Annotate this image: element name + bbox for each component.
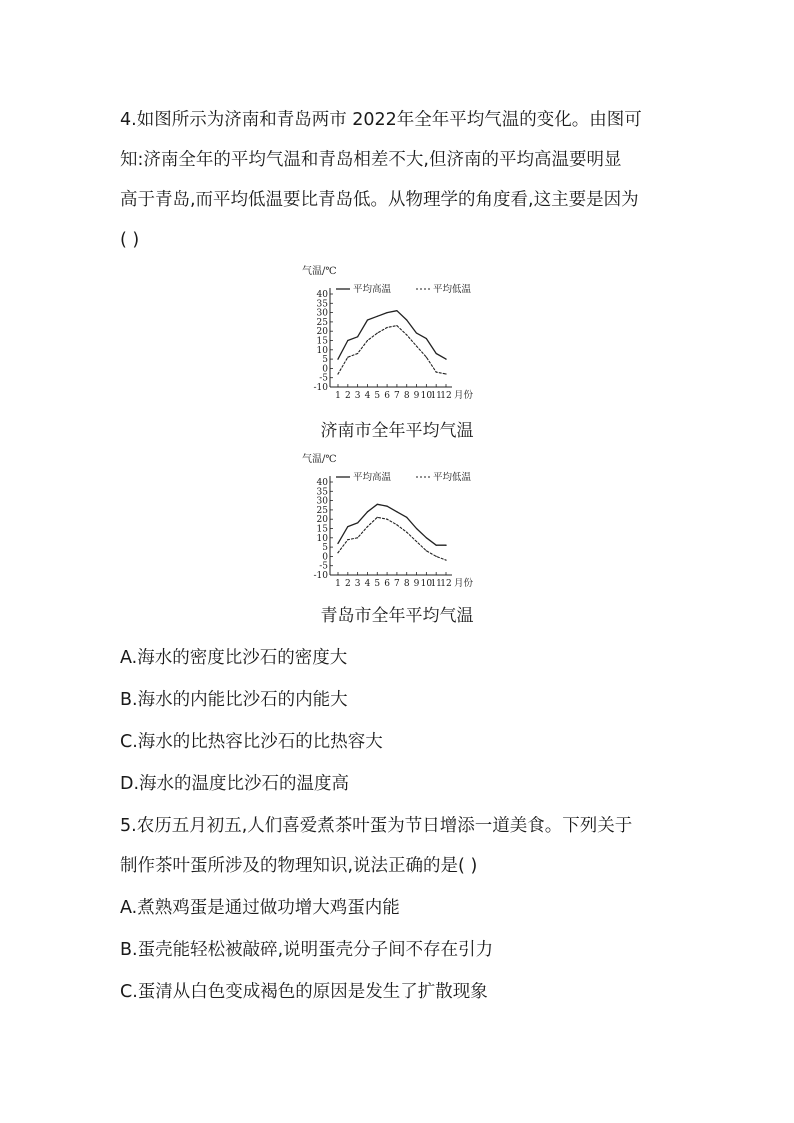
q4-stem-line-4: ( ) xyxy=(120,230,140,250)
y-tick-label: 5 xyxy=(322,543,328,554)
q4-stem-line-1: 4.如图所示为济南和青岛两市 2022年全年平均气温的变化。由图可 xyxy=(120,110,642,130)
y-tick-label: 15 xyxy=(316,524,328,535)
data-point xyxy=(386,506,387,507)
data-point xyxy=(377,316,378,317)
data-point xyxy=(406,319,407,320)
x-axis-label: 月份 xyxy=(454,578,474,589)
x-tick-label: 7 xyxy=(394,391,400,401)
data-point xyxy=(445,560,446,561)
y-tick-label: 35 xyxy=(316,487,328,498)
x-tick-label: 5 xyxy=(374,391,381,401)
data-point xyxy=(396,325,397,326)
data-point xyxy=(357,537,358,538)
data-point xyxy=(386,312,387,313)
data-point xyxy=(347,357,348,358)
y-tick-label: -10 xyxy=(313,383,328,393)
y-tick-label: -5 xyxy=(319,373,328,384)
y-tick-label: 25 xyxy=(316,317,328,328)
data-point xyxy=(396,511,397,512)
q5-option-c: C.蛋清从白色变成褐色的原因是发生了扩散现象 xyxy=(120,982,488,1002)
data-point xyxy=(386,519,387,520)
jinan-temperature-chart xyxy=(300,262,490,407)
y-tick-label: 30 xyxy=(316,308,328,319)
data-point xyxy=(416,345,417,346)
y-tick-label: 0 xyxy=(322,552,328,563)
data-point xyxy=(416,332,417,333)
x-tick-label: 12 xyxy=(440,579,452,589)
y-tick-label: 40 xyxy=(316,478,328,488)
series-line-high xyxy=(338,311,446,359)
x-tick-label: 8 xyxy=(403,579,410,589)
data-point xyxy=(396,524,397,525)
data-point xyxy=(445,545,446,546)
x-tick-label: 2 xyxy=(344,391,351,401)
data-point xyxy=(445,373,446,374)
q4-stem-line-3: 高于青岛,而平均低温要比青岛低。从物理学的角度看,这主要是因为 xyxy=(120,190,639,210)
data-point xyxy=(337,543,338,544)
y-tick-label: 35 xyxy=(316,299,328,310)
x-tick-label: 1 xyxy=(335,391,341,401)
data-point xyxy=(445,359,446,360)
y-tick-label: 5 xyxy=(322,355,328,366)
q5-stem-line-1: 5.农历五月初五,人们喜爱煮茶叶蛋为节日增添一道美食。下列关于 xyxy=(120,816,633,836)
y-tick-label: -5 xyxy=(319,561,328,572)
x-tick-label: 11 xyxy=(430,391,442,401)
q5-option-a: A.煮熟鸡蛋是通过做功增大鸡蛋内能 xyxy=(120,898,400,918)
x-tick-label: 3 xyxy=(354,391,361,401)
data-point xyxy=(426,338,427,339)
y-axis-label: 气温/℃ xyxy=(302,266,337,277)
data-point xyxy=(337,552,338,553)
data-point xyxy=(436,353,437,354)
data-point xyxy=(396,310,397,311)
legend-label: 平均高温 xyxy=(353,472,392,483)
data-point xyxy=(406,532,407,533)
data-point xyxy=(357,522,358,523)
q4-option-c: C.海水的比热容比沙石的比热容大 xyxy=(120,732,383,752)
y-tick-label: 20 xyxy=(316,515,328,526)
y-axis-label: 气温/℃ xyxy=(302,454,337,465)
data-point xyxy=(416,541,417,542)
q5-option-b: B.蛋壳能轻松被敲碎,说明蛋壳分子间不存在引力 xyxy=(120,940,494,960)
y-tick-label: 25 xyxy=(316,505,328,516)
x-tick-label: 12 xyxy=(440,391,452,401)
x-tick-label: 7 xyxy=(394,579,400,589)
y-tick-label: 40 xyxy=(316,290,328,300)
data-point xyxy=(426,537,427,538)
data-point xyxy=(436,556,437,557)
x-axis-label: 月份 xyxy=(454,390,474,401)
data-point xyxy=(337,373,338,374)
data-point xyxy=(357,353,358,354)
legend-label: 平均低温 xyxy=(433,284,472,295)
q5-stem-line-2: 制作茶叶蛋所涉及的物理知识,说法正确的是( ) xyxy=(120,856,478,876)
x-tick-label: 1 xyxy=(335,579,341,589)
data-point xyxy=(367,526,368,527)
data-point xyxy=(416,528,417,529)
y-tick-label: 10 xyxy=(316,533,328,544)
legend-label: 平均低温 xyxy=(433,472,472,483)
x-tick-label: 9 xyxy=(413,579,420,589)
series-line-low xyxy=(338,326,446,374)
x-tick-label: 8 xyxy=(403,391,410,401)
x-tick-label: 3 xyxy=(354,579,361,589)
jinan-chart-caption: 济南市全年平均气温 xyxy=(320,421,474,441)
data-point xyxy=(426,550,427,551)
x-tick-label: 4 xyxy=(364,391,371,401)
series-line-high xyxy=(338,504,446,545)
data-point xyxy=(367,340,368,341)
q4-option-b: B.海水的内能比沙石的内能大 xyxy=(120,690,348,710)
data-point xyxy=(377,504,378,505)
data-point xyxy=(436,545,437,546)
x-tick-label: 10 xyxy=(420,391,433,401)
qingdao-temperature-chart xyxy=(300,450,490,595)
data-point xyxy=(436,372,437,373)
x-tick-label: 4 xyxy=(364,579,371,589)
q4-stem-line-2: 知:济南全年的平均气温和青岛相差不大,但济南的平均高温要明显 xyxy=(120,150,622,170)
data-point xyxy=(406,334,407,335)
x-tick-label: 9 xyxy=(413,391,420,401)
data-point xyxy=(337,359,338,360)
data-point xyxy=(347,539,348,540)
data-point xyxy=(426,357,427,358)
q4-option-a: A.海水的密度比沙石的密度大 xyxy=(120,648,348,668)
y-tick-label: 15 xyxy=(316,336,328,347)
y-tick-label: 10 xyxy=(316,345,328,356)
y-tick-label: 20 xyxy=(316,327,328,338)
x-tick-label: 11 xyxy=(430,579,442,589)
x-tick-label: 6 xyxy=(384,391,390,401)
data-point xyxy=(357,336,358,337)
data-point xyxy=(367,511,368,512)
data-point xyxy=(367,319,368,320)
x-tick-label: 10 xyxy=(420,579,433,589)
y-tick-label: 30 xyxy=(316,496,328,507)
qingdao-chart-caption: 青岛市全年平均气温 xyxy=(320,606,474,626)
y-tick-label: -10 xyxy=(313,571,328,581)
data-point xyxy=(347,340,348,341)
legend-label: 平均高温 xyxy=(353,284,392,295)
x-tick-label: 2 xyxy=(344,579,351,589)
data-point xyxy=(406,517,407,518)
x-tick-label: 5 xyxy=(374,579,381,589)
data-point xyxy=(377,517,378,518)
data-point xyxy=(377,332,378,333)
x-tick-label: 6 xyxy=(384,579,390,589)
y-tick-label: 0 xyxy=(322,364,328,375)
q4-option-d: D.海水的温度比沙石的温度高 xyxy=(120,774,350,794)
data-point xyxy=(386,327,387,328)
data-point xyxy=(347,526,348,527)
